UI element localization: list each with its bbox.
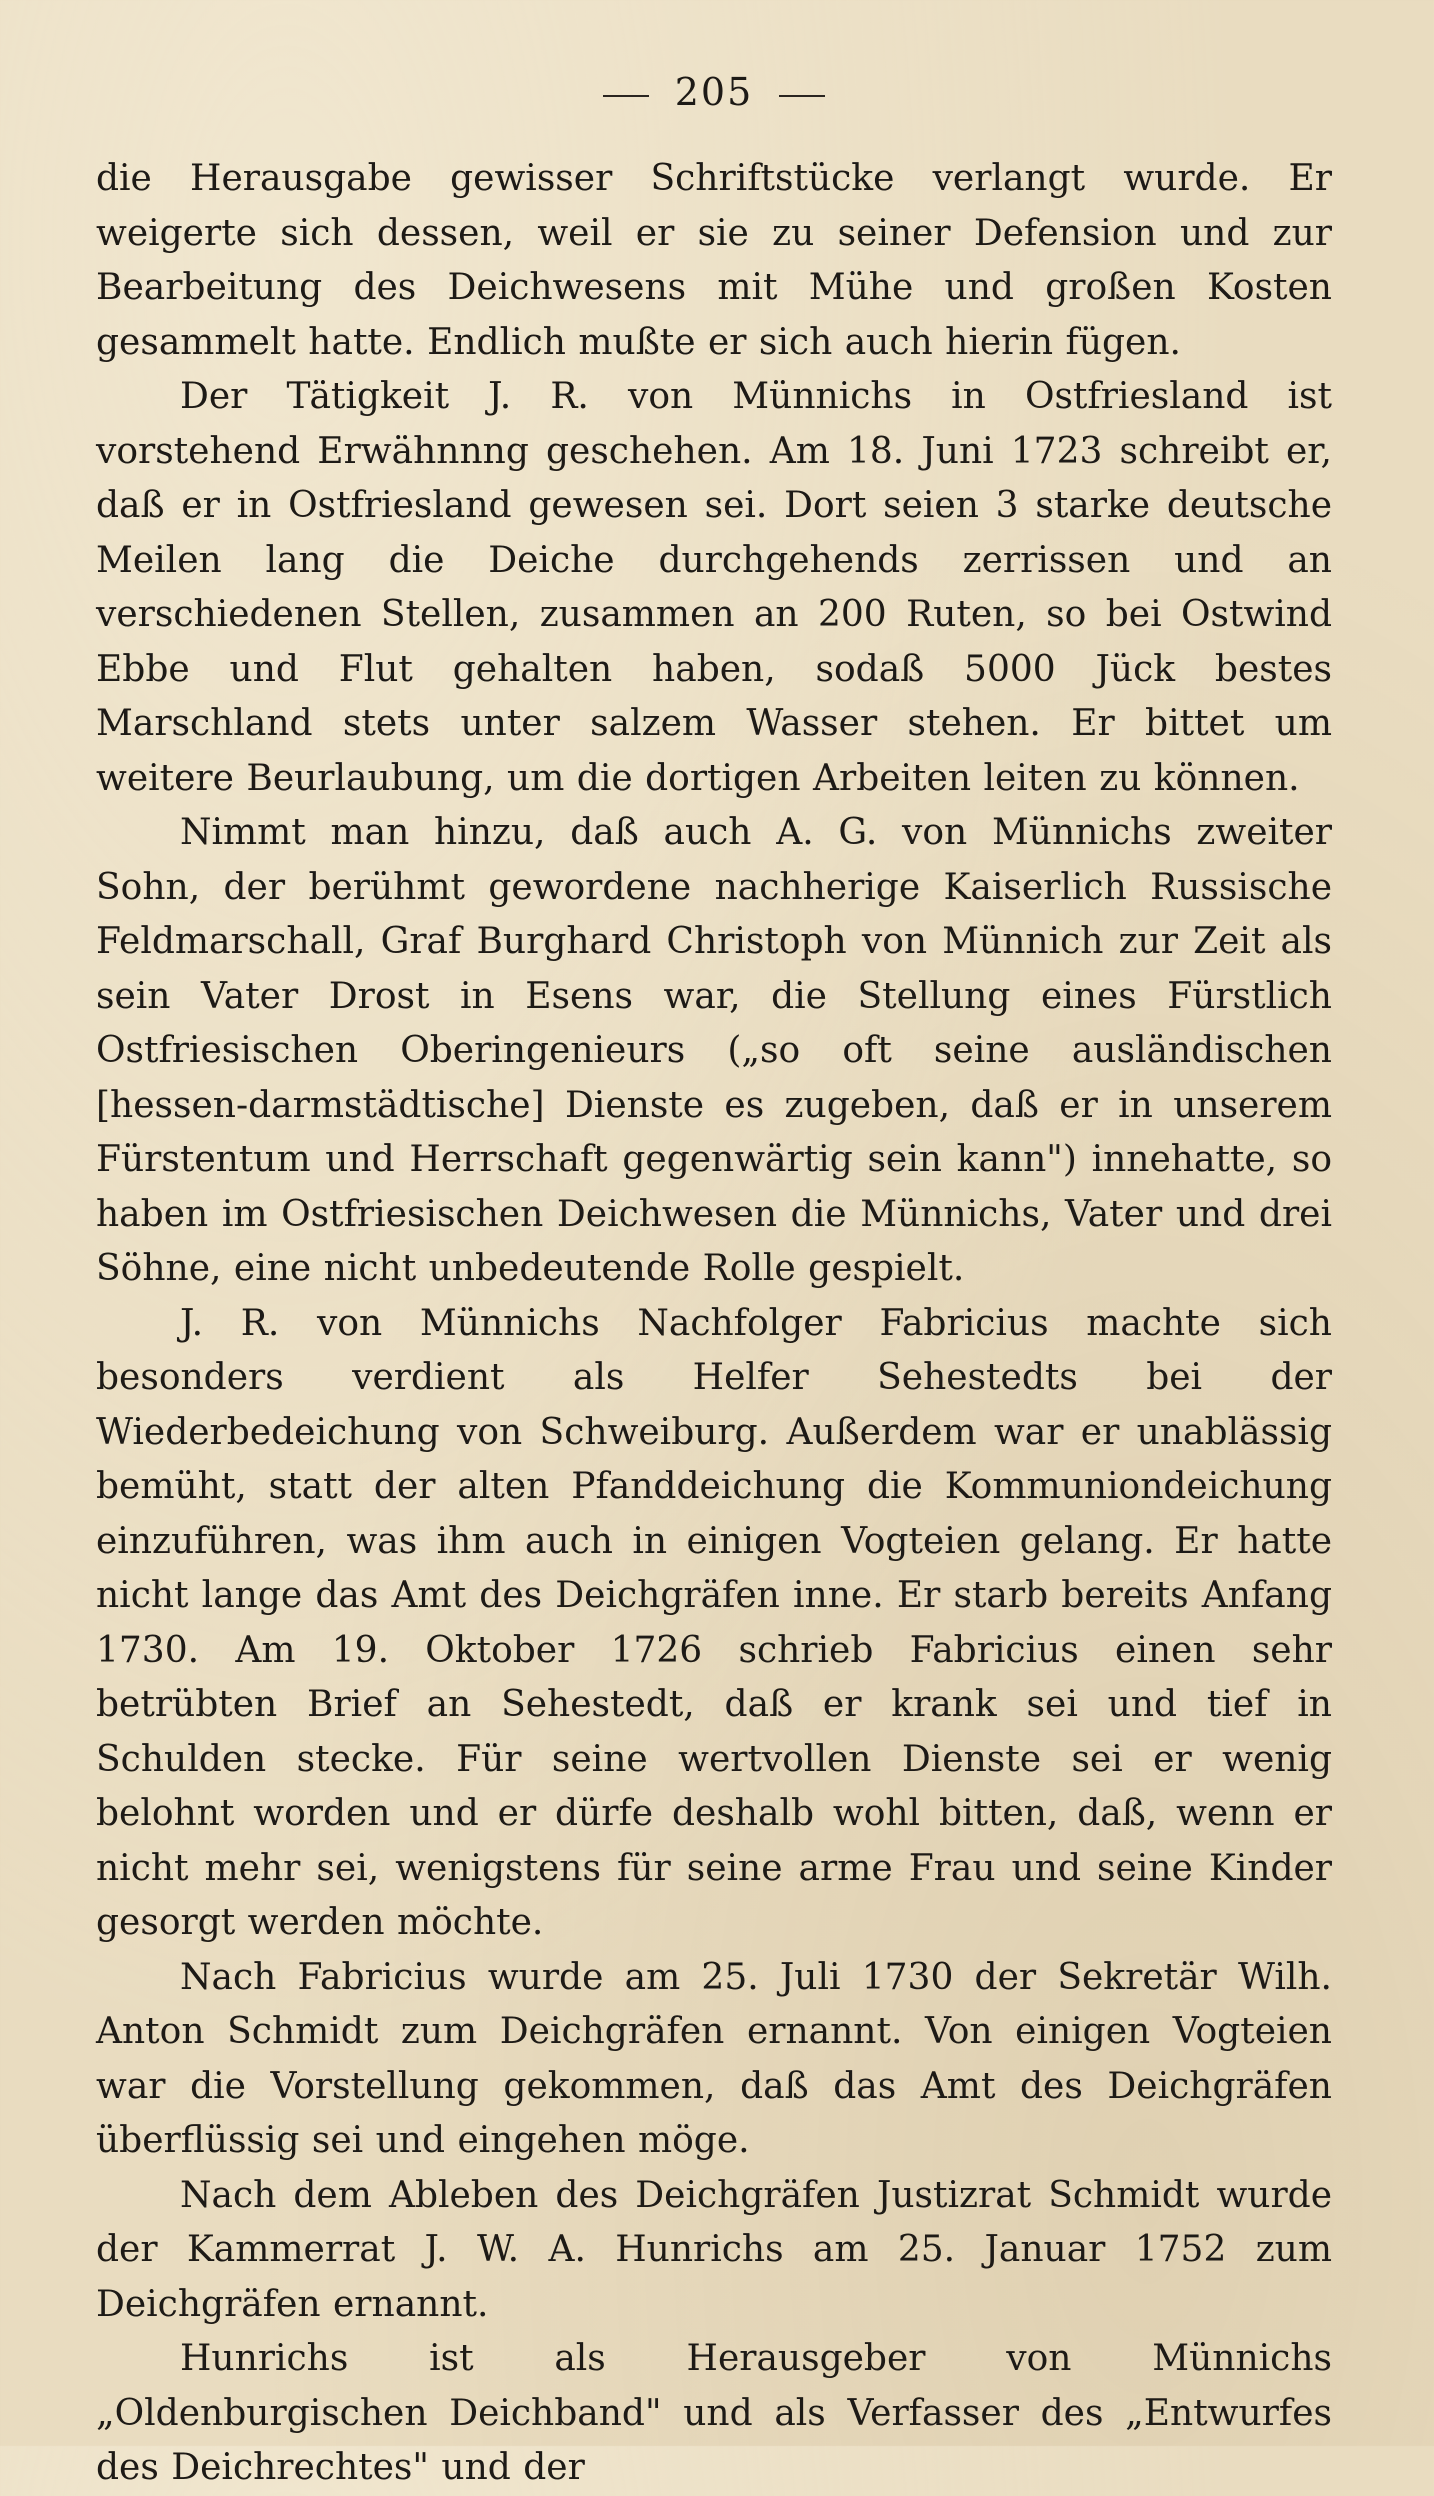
paragraph-5: Nach Fabricius wurde am 25. Juli 1730 der Sekretär Wilh. Anton Schmidt zum Deichgräfen ernannt. Von einigen Vogteien war die Vorstellung gekommen, daß das Amt des Deichgräfen überflüssig sei und eingehen möge. — [96, 1956, 1332, 2161]
paragraph-6: Nach dem Ableben des Deichgräfen Justizrat Schmidt wurde der Kammerrat J. W. A. Hunrichs am 25. Januar 1752 zum Deichgräfen ernannt. — [96, 2174, 1332, 2325]
page-number-line — [96, 68, 1332, 116]
paragraph-3: Nimmt man hinzu, daß auch A. G. von Münnichs zweiter Sohn, der berühmt gewordene nachherige Kaiserlich Russische Feldmarschall, Graf Burghard Christoph von Münnich zur Zeit als sein Vater Drost in Esens war, die Stellung eines Fürstlich Ostfriesischen Oberingenieurs („so oft seine ausländischen [hessen-darmstädtische] Dienste es zugeben, daß er in unserem Fürstentum und Herrschaft gegenwärtig sein kann") innehatte, so haben im Ostfriesischen Deichwesen die Münnichs, Vater und drei Söhne, eine nicht unbedeutende Rolle gespielt. — [96, 812, 1332, 1289]
paragraph-1: die Herausgabe gewisser Schriftstücke verlangt wurde. Er weigerte sich dessen, weil er sie zu seiner Defension und zur Bearbeitung des Deichwesens mit Mühe und großen Kosten gesammelt hatte. Endlich mußte er sich auch hierin fügen. — [96, 158, 1332, 363]
paragraph-7: Hunrichs ist als Herausgeber von Münnichs „Oldenburgischen Deichband" und als Verfasser des „Entwurfes des Deichrechtes" und der — [96, 2338, 1332, 2488]
paragraph-2: Der Tätigkeit J. R. von Münnichs in Ostfriesland ist vorstehend Erwähnnng geschehen. Am 18. Juni 1723 schreibt er, daß er in Ostfriesland gewesen sei. Dort seien 3 starke deutsche Meilen lang die Deiche durchgehends zerrissen und an verschiedenen Stellen, zusammen an 200 Ruten, so bei Ostwind Ebbe und Flut gehalten haben, sodaß 5000 Jück bestes Marschland stets unter salzem Wasser stehen. Er bittet um weitere Beurlaubung, um die dortigen Arbeiten leiten zu können. — [96, 376, 1332, 799]
paragraph-4: J. R. von Münnichs Nachfolger Fabricius machte sich besonders verdient als Helfer Sehestedts bei der Wiederbedeichung von Schweiburg. Außerdem war er unablässig bemüht, statt der alten Pfanddeichung die Kommuniondeichung einzuführen, was ihm auch in einigen Vogteien gelang. Er hatte nicht lange das Amt des Deichgräfen inne. Er starb bereits Anfang 1730. Am 19. Oktober 1726 schrieb Fabricius einen sehr betrübten Brief an Sehestedt, daß er krank sei und tief in Schulden stecke. Für seine wertvollen Dienste sei er wenig belohnt worden und er dürfe deshalb wohl bitten, daß, wenn er nicht mehr sei, wenigstens für seine arme Frau und seine Kinder gesorgt werden möchte. — [96, 1302, 1332, 1943]
right-dash-decoration — [779, 95, 825, 97]
page-number: 205 — [674, 70, 754, 114]
left-dash-decoration — [603, 95, 649, 97]
